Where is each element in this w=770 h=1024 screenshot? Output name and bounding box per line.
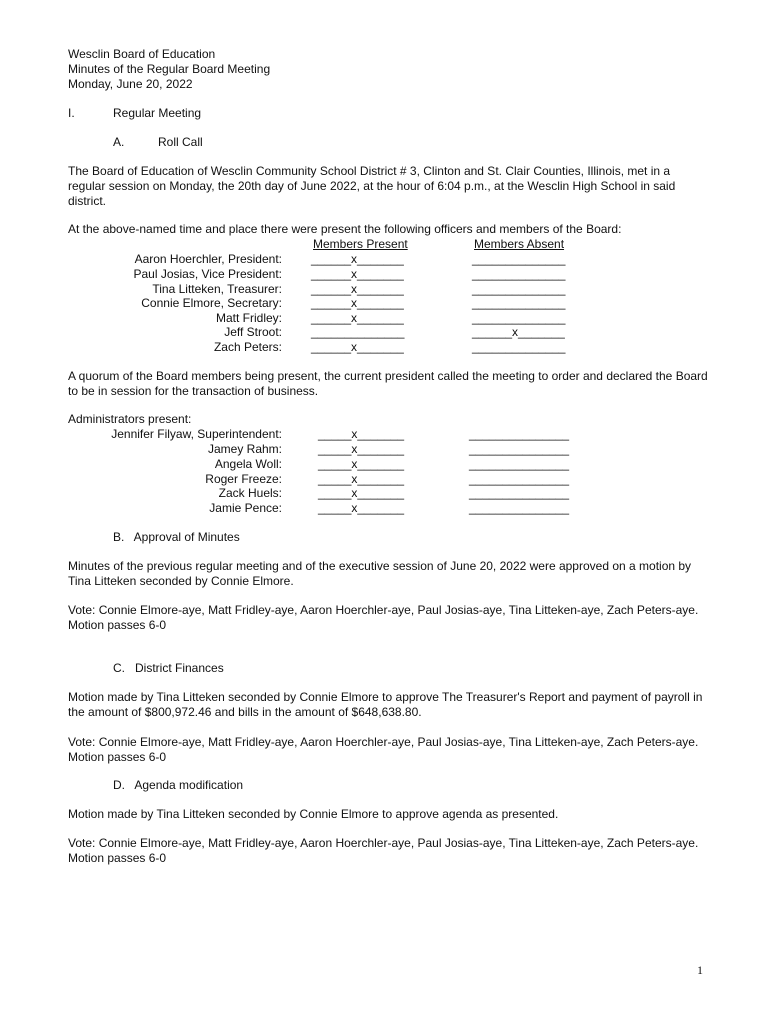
admin-name: Angela Woll: — [214, 457, 282, 471]
member-name: Paul Josias, Vice President: — [133, 267, 282, 281]
admin-absent-mark: _______________ — [469, 472, 570, 486]
members-present-header: Members Present — [313, 237, 408, 251]
member-present-mark: ______x_______ — [311, 296, 404, 310]
section-1-number: I. — [68, 106, 75, 120]
admin-name: Jamey Rahm: — [207, 442, 282, 456]
section-c-paragraph: Motion made by Tina Litteken seconded by Connie Elmore to approve The Treasurer's Report and payment of payroll in the amount of $800,972.46 and bills in the amount of $648,638.80. — [68, 690, 703, 719]
admin-absent-mark: _______________ — [469, 427, 570, 441]
member-name: Matt Fridley: — [215, 311, 282, 325]
member-name: Zach Peters: — [213, 340, 282, 354]
section-b-vote: Vote: Connie Elmore-aye, Matt Fridley-aye, Aaron Hoerchler-aye, Paul Josias-aye, Tina Litteken-aye, Zach Peters-aye. Motion passes 6-0 — [68, 603, 699, 632]
rollcall-title: Roll Call — [158, 135, 203, 149]
member-absent-mark: ______________ — [472, 311, 566, 325]
member-present-mark: ______x_______ — [311, 311, 404, 325]
section-d-paragraph: Motion made by Tina Litteken seconded by Connie Elmore to approve agenda as presented. — [68, 807, 559, 821]
admin-present-mark: _____x_______ — [318, 427, 405, 441]
member-name: Tina Litteken, Treasurer: — [152, 282, 282, 296]
admin-name: Jennifer Filyaw, Superintendent: — [111, 427, 282, 441]
member-name: Aaron Hoerchler, President: — [134, 252, 282, 266]
admin-absent-mark: _______________ — [469, 501, 570, 515]
rollcall-number: A. — [113, 135, 125, 149]
admin-name: Roger Freeze: — [205, 472, 282, 486]
member-present-mark: ______x_______ — [311, 252, 404, 266]
page-number: 1 — [697, 963, 703, 977]
member-absent-mark: ______________ — [472, 296, 566, 310]
admin-present-mark: _____x_______ — [318, 472, 405, 486]
member-absent-mark: ______x_______ — [472, 325, 565, 339]
header-line-3: Monday, June 20, 2022 — [68, 77, 193, 91]
admin-present-mark: _____x_______ — [318, 442, 405, 456]
admin-absent-mark: _______________ — [469, 457, 570, 471]
member-present-mark: ______x_______ — [311, 340, 404, 354]
admin-present-mark: _____x_______ — [318, 457, 405, 471]
intro-paragraph: The Board of Education of Wesclin Community School District # 3, Clinton and St. Clair Counties, Illinois, met in a regular session on Monday, the 20th day of June 2022, at the hour of 6:04 p.m., at the Wesclin High School in said district. — [68, 164, 676, 208]
section-d-vote: Vote: Connie Elmore-aye, Matt Fridley-aye, Aaron Hoerchler-aye, Paul Josias-aye, Tina Litteken-aye, Zach Peters-aye. Motion passes 6-0 — [68, 836, 699, 865]
section-c-heading: C. District Finances — [113, 661, 224, 675]
member-present-mark: ______x_______ — [311, 282, 404, 296]
admin-name: Jamie Pence: — [209, 501, 282, 515]
member-present-mark: ______x_______ — [311, 267, 404, 281]
admin-absent-mark: _______________ — [469, 486, 570, 500]
admin-absent-mark: _______________ — [469, 442, 570, 456]
members-absent-header: Members Absent — [474, 237, 565, 251]
section-c-vote: Vote: Connie Elmore-aye, Matt Fridley-aye, Aaron Hoerchler-aye, Paul Josias-aye, Tina Litteken-aye, Zach Peters-aye. Motion passes 6-0 — [68, 735, 699, 764]
admin-present-mark: _____x_______ — [318, 501, 405, 515]
member-absent-mark: ______________ — [472, 267, 566, 281]
member-absent-mark: ______________ — [472, 282, 566, 296]
header-line-1: Wesclin Board of Education — [68, 47, 216, 61]
quorum-paragraph: A quorum of the Board members being present, the current president called the meeting to order and declared the Board to be in session for the transaction of business. — [68, 369, 708, 398]
section-b-paragraph: Minutes of the previous regular meeting and of the executive session of June 20, 2022 were approved on a motion by Tina Litteken seconded by Connie Elmore. — [68, 559, 692, 588]
member-absent-mark: ______________ — [472, 340, 566, 354]
admin-name: Zack Huels: — [218, 486, 282, 500]
member-present-mark: ______________ — [311, 325, 405, 339]
attendance-intro: At the above-named time and place there were present the following officers and members of the Board: — [68, 222, 622, 236]
admin-present-mark: _____x_______ — [318, 486, 405, 500]
administrators-label: Administrators present: — [68, 412, 192, 426]
member-name: Jeff Stroot: — [224, 325, 282, 339]
member-name: Connie Elmore, Secretary: — [141, 296, 282, 310]
section-1-title: Regular Meeting — [113, 106, 202, 120]
member-absent-mark: ______________ — [472, 252, 566, 266]
section-b-heading: B. Approval of Minutes — [113, 530, 240, 544]
section-d-heading: D. Agenda modification — [113, 778, 244, 792]
header-line-2: Minutes of the Regular Board Meeting — [68, 62, 271, 76]
